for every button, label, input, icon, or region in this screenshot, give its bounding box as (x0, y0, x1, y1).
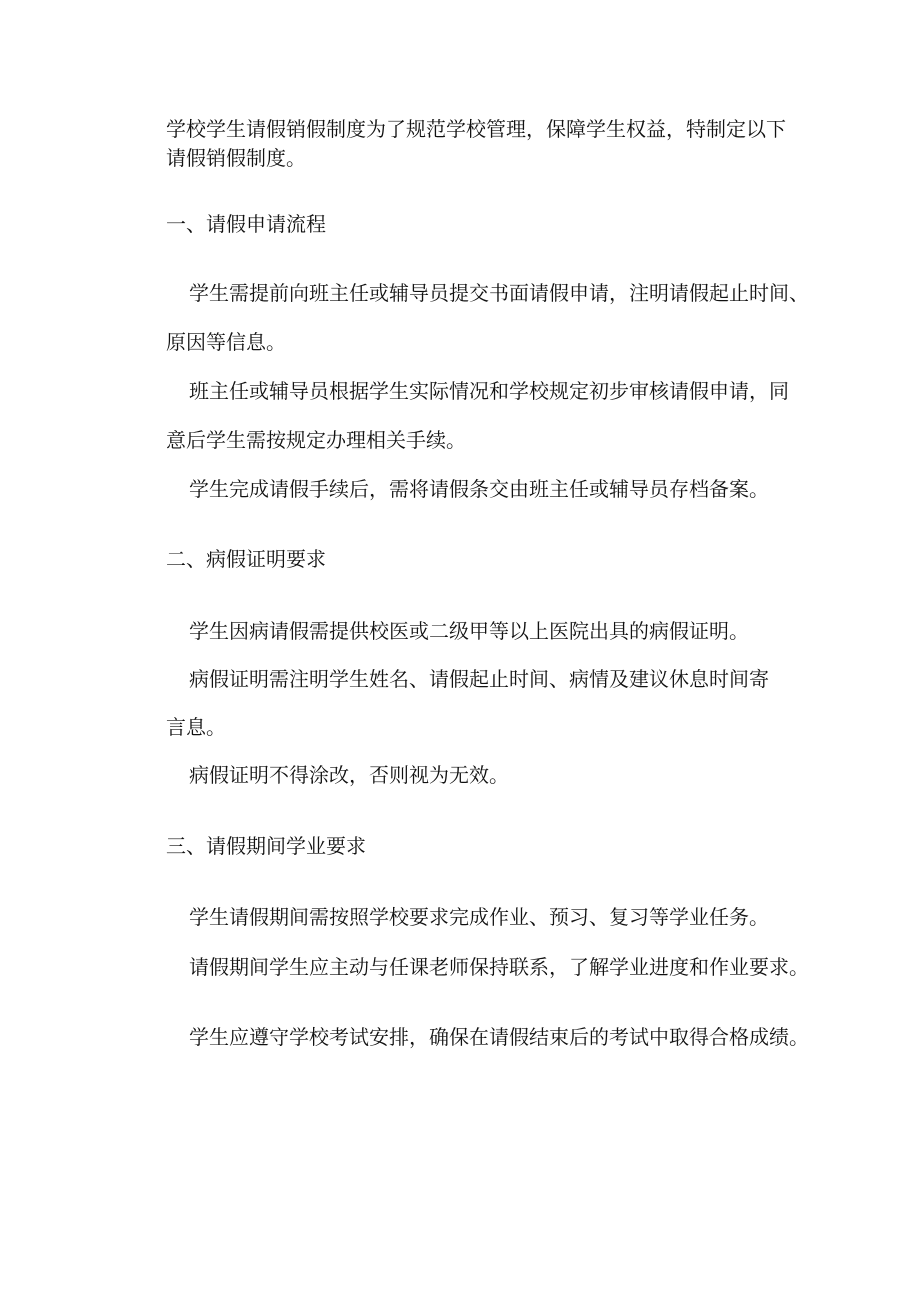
section-1-line-4: 意后学生需按规定办理相关手续。 (166, 428, 466, 452)
section-1-line-5: 学生完成请假手续后，需将请假条交由班主任或辅导员存档备案。 (189, 477, 769, 501)
section-2-heading: 二、病假证明要求 (166, 547, 326, 571)
intro-line-1: 学校学生请假销假制度为了规范学校管理，保障学生权益，特制定以下 (166, 117, 786, 141)
section-1-line-1: 学生需提前向班主任或辅导员提交书面请假申请，注明请假起止时间、 (189, 281, 809, 305)
section-2-line-4: 病假证明不得涂改，否则视为无效。 (189, 763, 509, 787)
section-2-line-3: 言息。 (166, 715, 226, 739)
section-3-line-1: 学生请假期间需按照学校要求完成作业、预习、复习等学业任务。 (189, 905, 769, 929)
section-2-line-2: 病假证明需注明学生姓名、请假起止时间、病情及建议休息时间寄 (189, 667, 769, 691)
section-3-line-2: 请假期间学生应主动与任课老师保持联系，了解学业进度和作业要求。 (189, 955, 809, 979)
section-1-heading: 一、请假申请流程 (166, 212, 326, 236)
section-3-heading: 三、请假期间学业要求 (166, 834, 366, 858)
section-3-line-3: 学生应遵守学校考试安排，确保在请假结束后的考试中取得合格成绩。 (189, 1025, 809, 1049)
section-2-line-1: 学生因病请假需提供校医或二级甲等以上医院出具的病假证明。 (189, 619, 749, 643)
section-1-line-3: 班主任或辅导员根据学生实际情况和学校规定初步审核请假申请，同 (189, 379, 789, 403)
section-1-line-2: 原因等信息。 (166, 330, 286, 354)
intro-line-2: 请假销假制度。 (166, 146, 306, 170)
